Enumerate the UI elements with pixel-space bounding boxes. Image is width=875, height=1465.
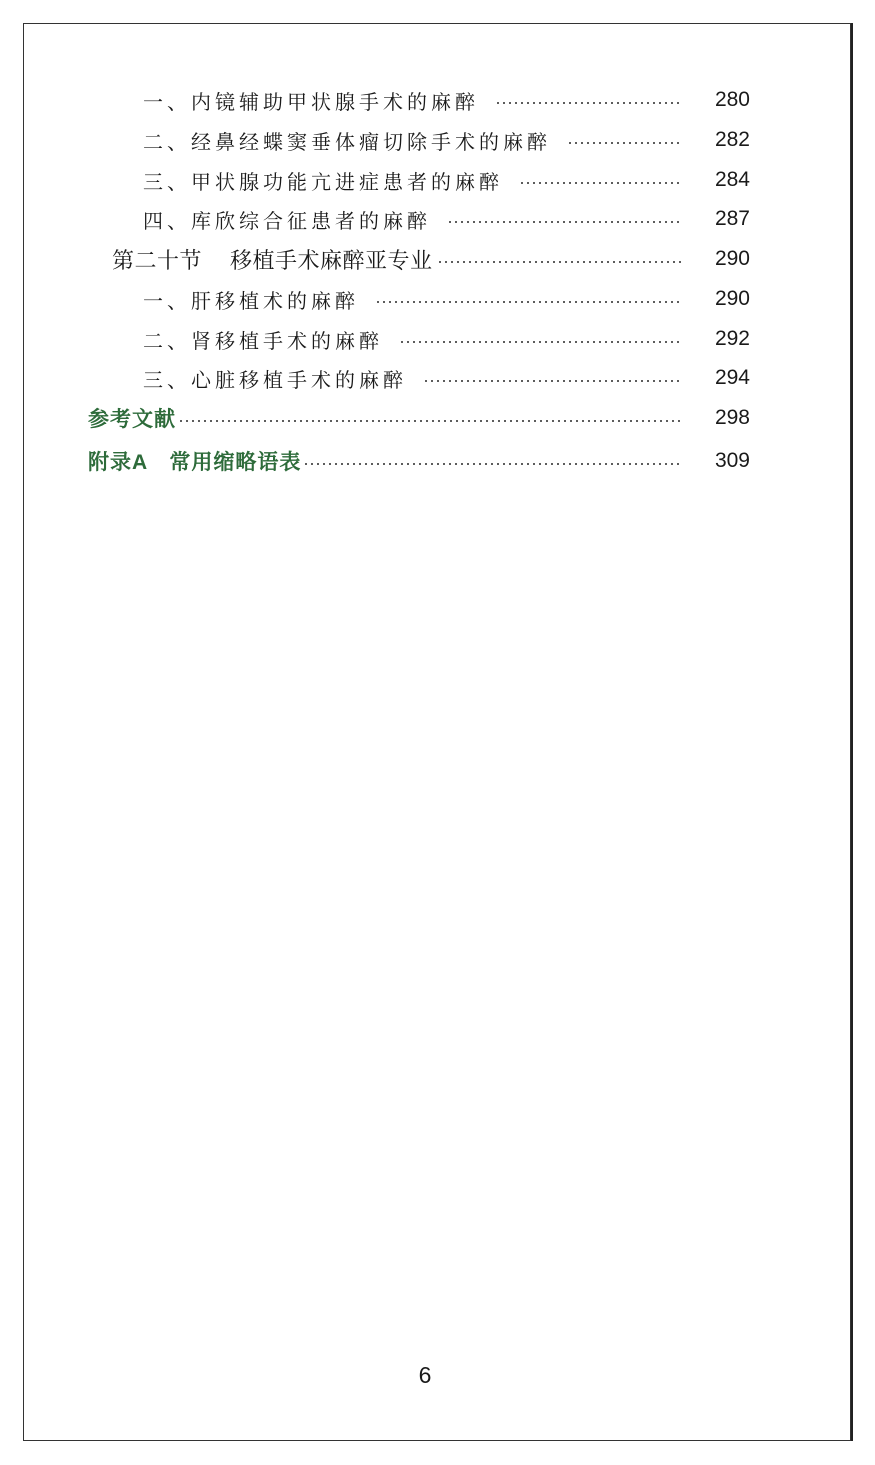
toc-entry[interactable]	[0, 164, 750, 196]
toc-chapter-title: 附录A 常用缩略语表	[88, 451, 302, 474]
dot-leader	[423, 380, 682, 382]
dot-leader	[178, 420, 682, 422]
toc-entry-title: 三、甲状腺功能亢进症患者的麻醉	[143, 169, 503, 194]
toc-entry-title: 一、肝移植术的麻醉	[143, 288, 359, 313]
toc-entry[interactable]	[0, 203, 750, 235]
toc-entry-page: 292	[714, 327, 750, 350]
toc-entry[interactable]	[0, 283, 750, 315]
toc-entry-title: 四、库欣综合征患者的麻醉	[143, 208, 431, 233]
toc-chapter-entry[interactable]	[0, 445, 750, 477]
dot-leader	[303, 463, 682, 465]
toc-entry[interactable]	[0, 84, 750, 116]
dot-leader	[495, 102, 682, 104]
dot-leader	[399, 341, 682, 343]
toc-entry-page: 290	[714, 287, 750, 310]
dot-leader	[375, 301, 682, 303]
toc-entry-title: 二、肾移植手术的麻醉	[143, 328, 383, 353]
dot-leader	[519, 182, 682, 184]
toc-entry-title: 二、经鼻经蝶窦垂体瘤切除手术的麻醉	[143, 129, 551, 154]
binding-edge-line	[851, 23, 853, 1441]
toc-chapter-title: 参考文献	[88, 408, 176, 431]
toc-entry-page: 284	[714, 168, 750, 191]
section-number: 第二十节	[112, 248, 203, 274]
toc-entry-page: 294	[714, 366, 750, 389]
toc-entry-page: 287	[714, 207, 750, 230]
page-frame	[23, 23, 851, 1441]
toc-entry-page: 282	[714, 128, 750, 151]
section-title: 移植手术麻醉亚专业	[230, 248, 433, 274]
toc-entry-page: 309	[714, 449, 750, 472]
toc-entry-title: 一、内镜辅助甲状腺手术的麻醉	[143, 89, 479, 114]
toc-entry[interactable]	[0, 362, 750, 394]
toc-section-heading	[112, 244, 433, 275]
toc-entry[interactable]	[0, 124, 750, 156]
toc-entry-title: 三、心脏移植手术的麻醉	[143, 367, 407, 392]
dot-leader	[567, 142, 682, 144]
dot-leader	[437, 261, 682, 263]
toc-entry-page: 298	[714, 406, 750, 429]
toc-section-entry[interactable]	[0, 243, 750, 275]
toc-entry-page: 290	[714, 247, 750, 270]
toc-entry[interactable]	[0, 323, 750, 355]
toc-entry-page: 280	[714, 88, 750, 111]
toc-chapter-entry[interactable]	[0, 402, 750, 434]
dot-leader	[447, 221, 682, 223]
page-number: 6	[418, 1362, 432, 1388]
